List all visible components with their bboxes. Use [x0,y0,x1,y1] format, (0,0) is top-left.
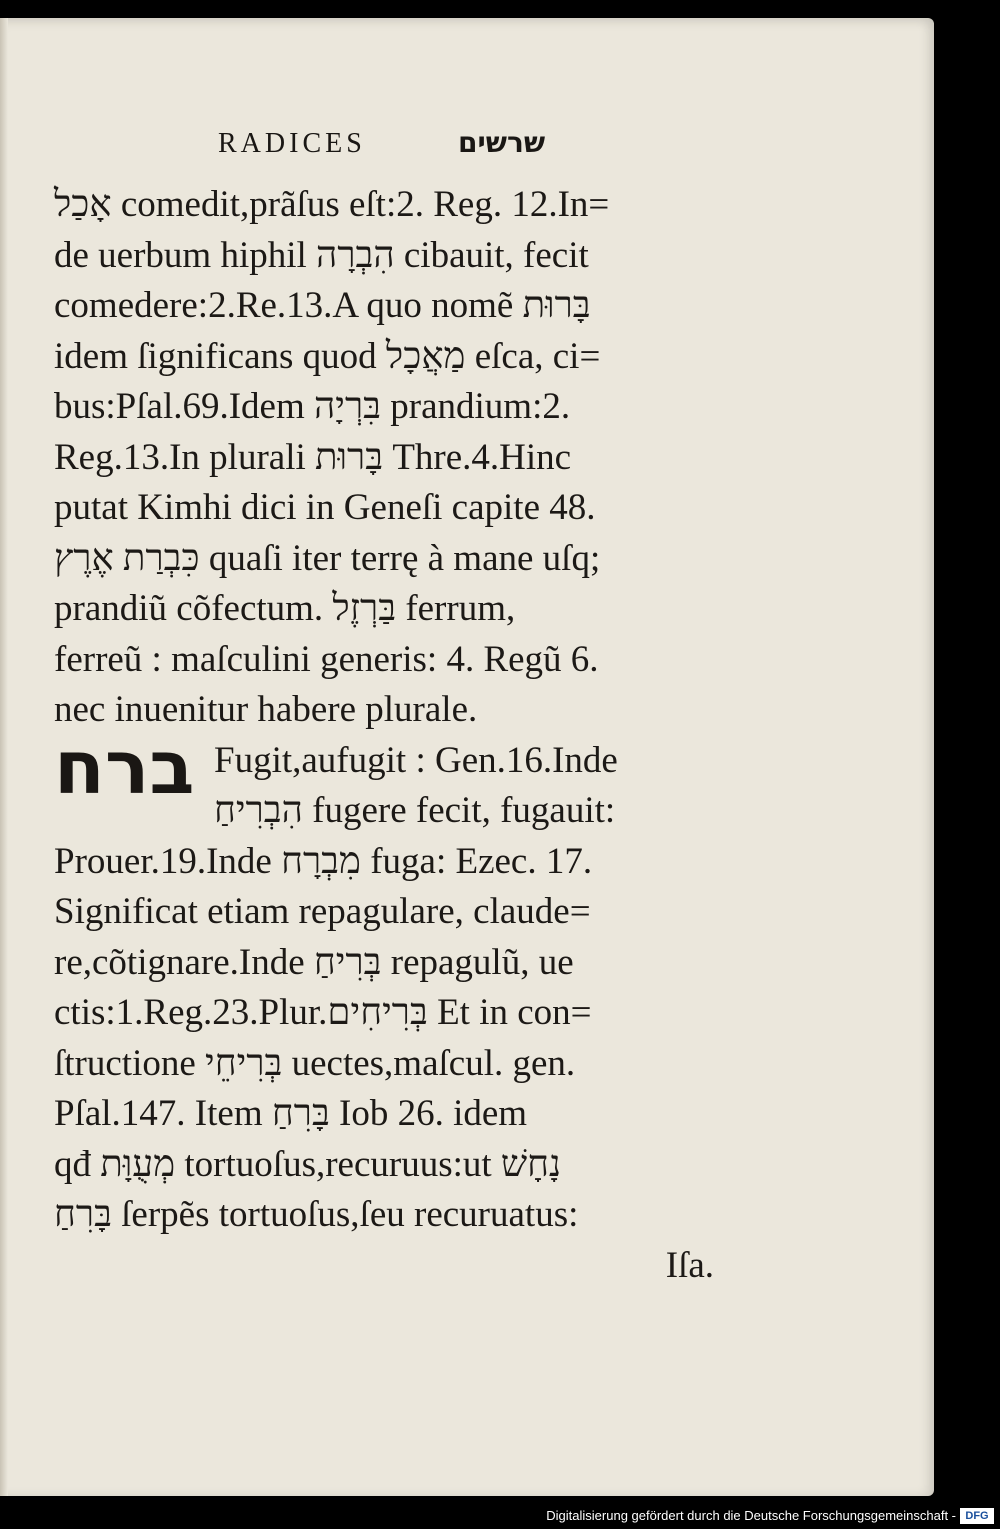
text-line: Prouer.19.Inde מִבְרָח fuga: Ezec. 17. [54,840,593,882]
text-line: Iſa. [665,1244,714,1286]
text-line: אָכַל comedit,prãſus eſt:2. Reg. 12.In= [54,184,610,225]
text-line: Fugit,aufugit : Gen.16.Inde [214,739,618,781]
header-hebrew: שרשים [458,126,546,159]
header-latin: RADICES [218,128,366,159]
text-line: putat Kimhi dici in Geneſi capite 48. [54,487,596,528]
funding-credit: Digitalisierung gefördert durch die Deutsche Forschungsgemeinschaft - [546,1508,956,1523]
text-line: prandiũ cõfectum. בַּרְזֶל ferrum, [54,588,516,629]
text-line: בָּרִחַ ſerpẽs tortuoſus,ſeu recuruatus: [54,1194,579,1235]
text-line: nec inuenitur habere plurale. [54,689,478,730]
text-line: bus:Pſal.69.Idem בִּרְיָה prandium:2. [54,386,571,427]
text-line: qđ מְעֻוָּת tortuoſus,recuruus:ut נָחָשׁ [54,1143,562,1185]
text-line: comedere:2.Re.13.A quo nomẽ בָּרוּת [54,285,591,326]
text-line: Pſal.147. Item בָּרִחַ Iob 26. idem [54,1093,528,1134]
text-line: Reg.13.In plurali בָּרוּת Thre.4.Hinc [54,436,572,478]
text-line: re,cõtignare.Inde בְּרִיחַ repagulũ, ue [54,941,574,983]
digitization-footer [0,1506,1000,1529]
text-line: ferreũ : maſculini generis: 4. Regũ 6. [54,638,599,680]
text-line: ctis:1.Reg.23.Plur.בְּרִיחִים Et in con= [54,992,592,1033]
text-line: Significat etiam repagulare, claude= [54,891,591,932]
dfg-logo: DFG [960,1508,994,1524]
running-header [0,128,934,168]
page-binding-edge [0,18,8,1496]
text-line: ſtructione בְּרִיחֵי uectes,maſcul. gen. [54,1042,576,1084]
text-line: כִּבְרַת אֶרֶץ quaſi iter terrę à mane uſq; [54,537,601,579]
text-line: idem ſignificans quod מַאֲכָל eſca, ci= [54,335,601,377]
text-line: הִבְרִיחַ fugere fecit, fugauit: [214,790,616,831]
entry-headword: ברח [54,725,195,811]
text-line: de uerbum hiphil הִבְרָה cibauit, fecit [54,234,589,276]
